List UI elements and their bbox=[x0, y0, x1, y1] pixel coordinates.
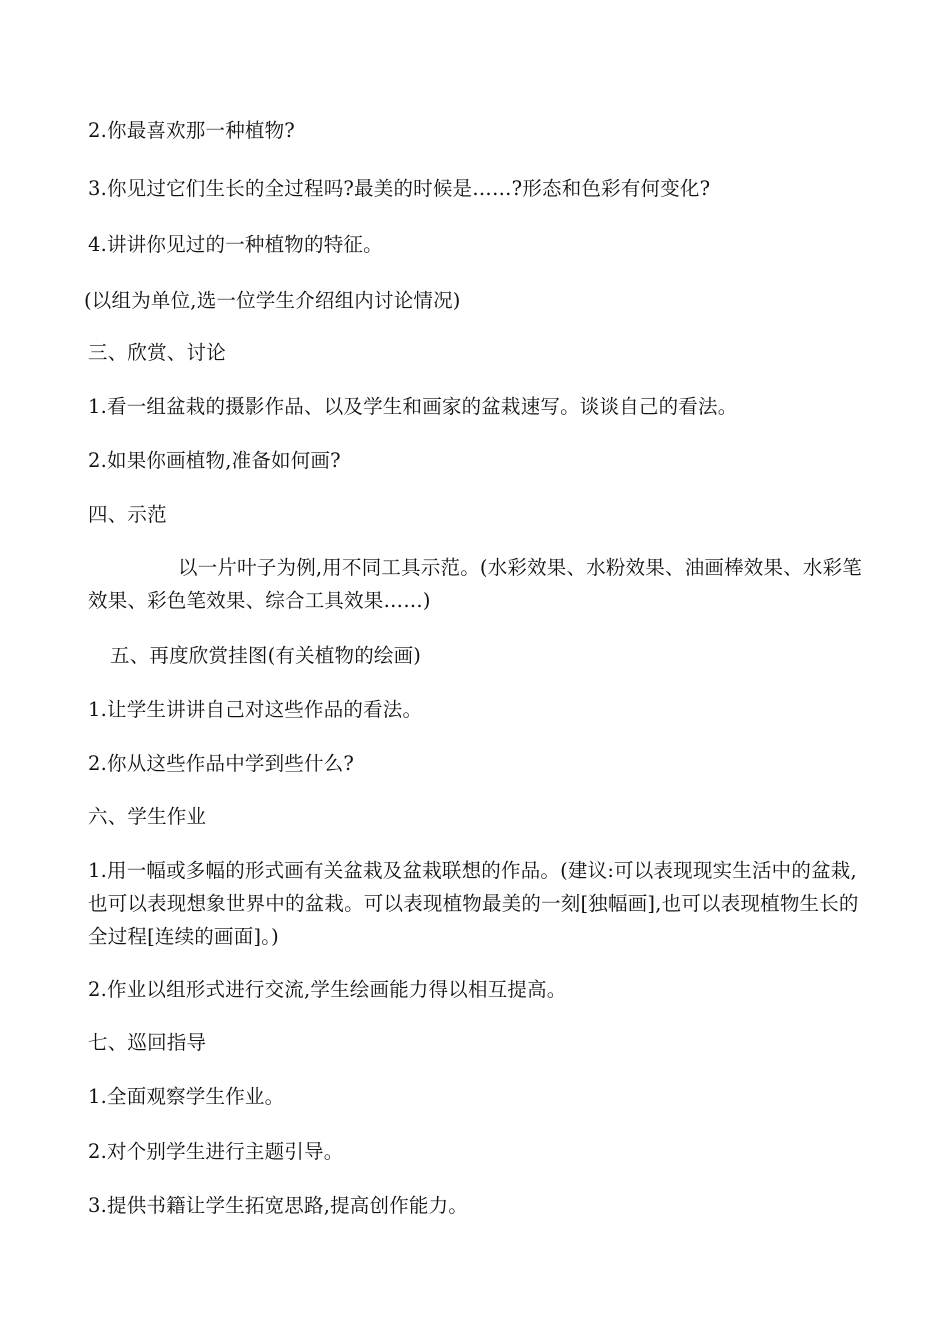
section-5-item-1: 1.让学生讲讲自己对这些作品的看法。 bbox=[88, 698, 423, 721]
question-3: 3.你见过它们生长的全过程吗?最美的时候是……?形态和色彩有何变化? bbox=[88, 177, 711, 200]
section-3-item-1: 1.看一组盆栽的摄影作品、以及学生和画家的盆栽速写。谈谈自己的看法。 bbox=[88, 395, 738, 418]
section-5-heading: 五、再度欣赏挂图(有关植物的绘画) bbox=[110, 644, 422, 667]
section-7-heading: 七、巡回指导 bbox=[88, 1031, 207, 1054]
group-note: (以组为单位,选一位学生介绍组内讨论情况) bbox=[84, 289, 461, 312]
section-6-heading: 六、学生作业 bbox=[88, 805, 207, 828]
question-2: 2.你最喜欢那一种植物? bbox=[88, 119, 295, 142]
section-7-item-2: 2.对个别学生进行主题引导。 bbox=[88, 1140, 344, 1163]
question-4: 4.讲讲你见过的一种植物的特征。 bbox=[88, 233, 383, 256]
section-6-item-1: 1.用一幅或多幅的形式画有关盆栽及盆栽联想的作品。(建议:可以表现现实生活中的盆栽,也可以表现想象世界中的盆栽。可以表现植物最美的一刻[独幅画],也可以表现植物生长的全过程[连续的画面]。) bbox=[88, 859, 859, 948]
demo-paragraph: 以一片叶子为例,用不同工具示范。(水彩效果、水粉效果、油画棒效果、水彩笔效果、彩色笔效果、综合工具效果……) bbox=[88, 556, 863, 612]
section-5-item-2: 2.你从这些作品中学到些什么? bbox=[88, 752, 355, 775]
section-4-heading: 四、示范 bbox=[88, 503, 167, 526]
section-7-item-3: 3.提供书籍让学生拓宽思路,提高创作能力。 bbox=[88, 1194, 469, 1217]
section-3-item-2: 2.如果你画植物,准备如何画? bbox=[88, 449, 341, 472]
section-7-item-1: 1.全面观察学生作业。 bbox=[88, 1085, 285, 1108]
section-3-heading: 三、欣赏、讨论 bbox=[88, 341, 226, 364]
section-6-item-2: 2.作业以组形式进行交流,学生绘画能力得以相互提高。 bbox=[88, 978, 567, 1001]
